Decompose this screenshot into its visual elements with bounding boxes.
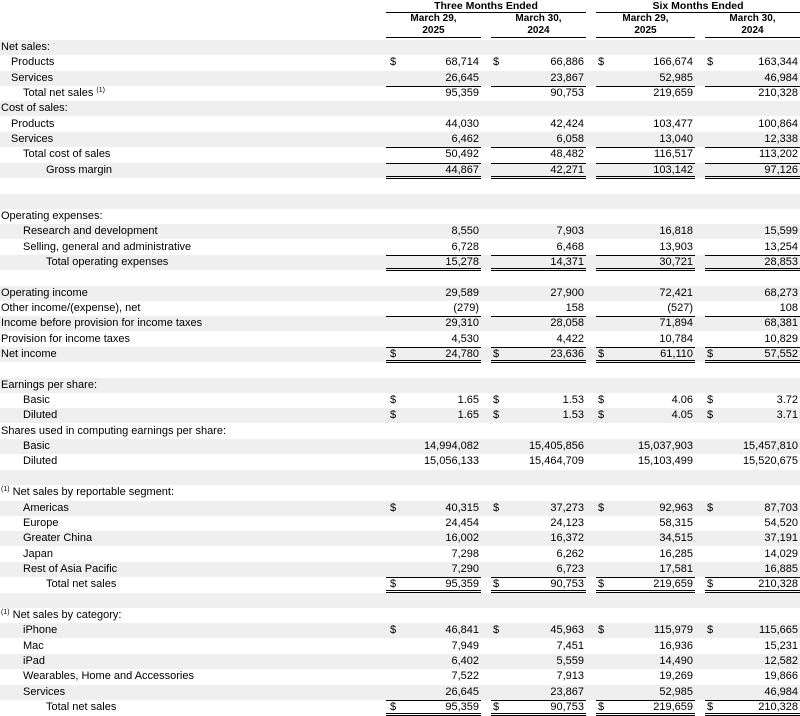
table-row [0,531,800,546]
value: 66,886 [550,56,584,69]
row-label-text: Net income [1,348,57,360]
row-label-text: Services [11,71,54,84]
value: 219,659 [653,701,693,714]
table-row [0,101,800,116]
value: 14,994,082 [423,440,479,453]
row-label [23,86,105,101]
row-label [46,163,112,178]
value: 210,328 [758,578,798,591]
value: 13,254 [764,240,798,253]
footnote-marker: (1) [1,608,10,616]
currency-symbol: $ [389,701,397,714]
row-label-text: Services [23,685,66,698]
currency-symbol: $ [706,409,714,422]
row-label [23,408,57,423]
row-label-text: iPad [23,655,46,667]
table-row [0,117,800,132]
row-label-text: Total net sales [46,578,117,591]
currency-symbol: $ [597,501,605,514]
value: 15,457,810 [742,440,798,453]
value: 23,636 [550,348,584,360]
value: 16,002 [445,532,479,545]
row-label-text: Operating expenses: [1,209,103,222]
row-label-text: Basic [23,394,50,407]
value: 16,818 [659,225,693,238]
row-label [1,378,97,393]
value: 115,979 [654,624,693,637]
row-label-text: Diluted [23,455,58,468]
value: 7,290 [451,562,479,575]
row-label [11,117,54,132]
table-row [0,286,800,301]
value: 90,753 [550,87,584,100]
value: 95,359 [445,578,479,591]
value: 87,703 [764,501,798,514]
row-label-text: Net sales: [1,41,50,53]
row-label-text: Products [11,117,55,130]
row-label [46,700,116,715]
row-label-text: Americas [23,501,69,514]
table-row [0,270,800,285]
table-row [0,454,800,469]
column-header-line1: March 30, [515,13,562,24]
row-label-text: Selling, general and administrative [23,240,192,253]
row-label-text: iPhone [23,624,58,637]
row-label-text: Shares used in computing earnings per share: [1,424,227,437]
value: 16,885 [764,562,798,575]
table-row [0,393,800,408]
value: 210,328 [758,87,798,100]
value: 95,359 [445,87,479,100]
footnote-marker: (1) [96,87,105,95]
row-label [23,531,92,546]
value: 7,903 [556,225,584,238]
table-row [0,408,800,423]
row-label-text: Net sales by reportable segment: [9,486,175,499]
row-label-text: Income before provision for income taxes [1,317,203,330]
table-row [0,132,800,147]
value: 45,963 [550,624,584,637]
row-label-text: Provision for income taxes [1,332,130,345]
value: 14,490 [659,655,693,667]
column-header-line2: 2025 [422,25,445,36]
table-header [0,0,800,40]
table-row [0,316,800,331]
table-row [0,516,800,531]
currency-symbol: $ [597,409,605,422]
value: 15,599 [764,225,798,238]
value: 71,894 [659,317,693,330]
currency-symbol: $ [492,701,500,714]
value: 1.65 [457,394,479,407]
value: 1.65 [457,409,479,422]
row-label-text: Earnings per share: [1,378,97,391]
value: 8,550 [451,225,479,238]
table-row [0,255,800,270]
value: 16,372 [550,532,584,545]
value: 44,030 [445,117,479,130]
currency-symbol: $ [597,624,605,637]
table-row [0,378,800,393]
currency-symbol: $ [492,409,500,422]
currency-symbol: $ [389,409,397,422]
value: 15,405,856 [528,440,584,453]
currency-symbol: $ [492,394,500,407]
currency-symbol: $ [492,578,500,591]
table-row [0,669,800,684]
value: 15,037,903 [637,440,693,453]
value: 61,110 [660,348,693,360]
value: 68,273 [764,286,798,299]
currency-symbol: $ [389,624,397,637]
value: 12,338 [764,133,798,146]
column-header-line1: March 29, [622,13,669,24]
value: 26,645 [445,71,479,84]
column-header [596,13,695,38]
value: 115,665 [759,624,798,637]
value: 28,853 [764,255,798,268]
row-label [23,224,158,239]
table-row [0,623,800,638]
currency-symbol: $ [706,56,714,69]
value: 16,936 [659,639,693,652]
row-label [23,501,69,516]
value: 3.71 [776,409,798,422]
table-row [0,424,800,439]
row-label [23,669,194,684]
table-row [0,547,800,562]
value: 50,492 [445,148,479,161]
value: 90,753 [550,701,584,714]
value: 95,359 [445,701,479,714]
value: 72,421 [659,286,693,299]
value: 4.06 [671,394,693,407]
value: 15,103,499 [637,455,693,468]
row-label-text: Mac [23,639,44,652]
row-label [23,654,45,669]
row-label-text: Other income/(expense), net [1,301,141,314]
table-row [0,562,800,577]
value: 19,866 [764,670,798,683]
value: 15,278 [445,255,479,268]
currency-symbol: $ [389,348,397,360]
value: 12,582 [764,655,798,667]
value: 13,903 [659,240,693,253]
row-label-text: Cost of sales: [1,102,68,115]
value: 7,451 [556,639,584,652]
currency-symbol: $ [706,501,714,514]
currency-symbol: $ [492,501,500,514]
row-label [23,240,191,255]
value: 42,424 [550,117,584,130]
table-row [0,470,800,485]
value: 6,058 [556,133,584,146]
table-row [0,593,800,608]
table-row [0,577,800,592]
row-label [23,393,50,408]
value: 219,659 [653,87,693,100]
table-row [0,347,800,362]
currency-symbol: $ [597,394,605,407]
value: 34,515 [659,532,693,545]
table-row [0,501,800,516]
currency-symbol: $ [492,624,500,637]
value: 7,949 [451,639,479,652]
row-label [1,40,50,55]
table-row [0,40,800,55]
row-label [1,485,174,500]
row-label [1,101,68,116]
value: 15,520,675 [742,455,798,468]
table-row [0,654,800,669]
table-row [0,86,800,101]
value: 6,468 [556,240,584,253]
value: 1.53 [562,409,584,422]
value: 3.72 [776,394,798,407]
value: 52,985 [659,685,693,698]
value: 16,285 [659,547,693,560]
row-label [1,347,57,362]
table-row [0,224,800,239]
value: 10,829 [764,332,798,345]
value: 103,477 [653,117,693,130]
value: 24,123 [550,516,584,529]
row-label [1,301,140,316]
value: 27,900 [550,286,584,299]
row-label-text: Research and development [23,225,158,238]
value: 116,517 [654,148,693,161]
value: 5,559 [556,655,584,667]
value: 100,864 [758,117,798,130]
table-row [0,608,800,623]
column-header-line2: 2024 [741,25,764,36]
value: 30,721 [659,255,693,268]
row-label-text: Gross margin [46,163,113,176]
currency-symbol: $ [706,701,714,714]
row-label [1,608,121,623]
table-row [0,163,800,178]
value: 29,310 [445,317,479,330]
currency-symbol: $ [389,501,397,514]
value: 10,784 [659,332,693,345]
value: 40,315 [445,501,479,514]
row-label-text: Total net sales [46,701,117,714]
value: 210,328 [758,701,798,714]
value: 46,984 [764,71,798,84]
value: 57,552 [764,348,798,360]
row-label [23,439,50,454]
column-header [386,13,481,38]
value: 6,402 [451,655,479,667]
value: 37,191 [764,532,798,545]
table-row [0,178,800,193]
value: 6,462 [451,133,479,146]
value: 15,464,709 [528,455,584,468]
value: 6,262 [556,547,584,560]
value: 54,520 [764,516,798,529]
table-row [0,55,800,70]
column-header [491,13,586,38]
row-label [1,316,202,331]
value: 14,371 [550,255,584,268]
row-label [1,286,88,301]
value: 14,029 [764,547,798,560]
value: 19,269 [659,670,693,683]
row-label [1,332,130,347]
row-label [23,454,57,469]
row-label [23,639,44,654]
column-header-line2: 2024 [527,25,550,36]
table-row [0,71,800,86]
row-label [11,55,54,70]
value: 37,273 [550,501,584,514]
value: 26,645 [445,685,479,698]
row-label-text: Total cost of sales [23,148,111,161]
value: 23,867 [550,685,584,698]
row-label [23,562,117,577]
table-row [0,332,800,347]
row-label [23,685,65,700]
value: 90,753 [550,578,584,591]
row-label-text: Rest of Asia Pacific [23,562,118,575]
value: (279) [453,301,479,314]
currency-symbol: $ [492,348,500,360]
column-header-line1: March 29, [410,13,457,24]
value: 44,867 [445,163,479,176]
value: 4.05 [671,409,693,422]
value: 15,056,133 [423,455,479,468]
value: 6,728 [451,240,479,253]
value: 92,963 [659,501,693,514]
currency-symbol: $ [389,56,397,69]
row-label-text: Products [11,56,55,69]
column-header-line1: March 30, [729,13,776,24]
value: 113,202 [759,148,798,161]
currency-symbol: $ [389,394,397,407]
value: 1.53 [562,394,584,407]
value: 46,984 [764,685,798,698]
currency-symbol: $ [492,56,500,69]
row-label [23,623,57,638]
currency-symbol: $ [706,394,714,407]
currency-symbol: $ [706,348,714,360]
currency-symbol: $ [597,701,605,714]
table-row [0,301,800,316]
table-row [0,700,800,715]
value: 6,723 [556,562,584,575]
three-months-header: Three Months Ended [386,0,586,13]
value: 158 [565,301,584,314]
value: 103,142 [653,163,693,176]
value: 97,126 [764,163,798,176]
currency-symbol: $ [706,624,714,637]
value: 7,522 [451,670,479,683]
row-label-text: Japan [23,547,53,560]
row-label-text: Operating income [1,286,88,299]
value: 68,381 [764,317,798,330]
row-label-text: Diluted [23,409,58,422]
row-label-text: Wearables, Home and Accessories [23,670,194,683]
row-label [46,577,116,592]
value: 15,231 [764,639,798,652]
row-label-text: Europe [23,516,59,529]
value: 7,298 [451,547,479,560]
row-label [23,147,110,162]
row-label-text: Services [11,133,54,146]
row-label-text: Basic [23,440,50,453]
currency-symbol: $ [597,56,605,69]
value: 58,315 [659,516,693,529]
currency-symbol: $ [389,578,397,591]
value: 48,482 [550,148,584,161]
value: 23,867 [550,71,584,84]
value: 13,040 [659,133,693,146]
value: 28,058 [550,317,584,330]
value: 17,581 [659,562,693,575]
table-row [0,485,800,500]
row-label [46,255,168,270]
value: 46,841 [445,624,479,637]
row-label [23,516,58,531]
value: 24,454 [445,516,479,529]
six-months-header: Six Months Ended [596,0,800,13]
table-row [0,240,800,255]
row-label [11,71,53,86]
table-row [0,639,800,654]
row-label-text: Total net sales [23,87,94,100]
row-label [11,132,53,147]
currency-symbol: $ [597,578,605,591]
value: 42,271 [550,163,584,176]
currency-symbol: $ [706,578,714,591]
table-row [0,362,800,377]
row-label-text: Total operating expenses [46,255,169,268]
row-label-text: Net sales by category: [9,608,122,621]
value: 166,674 [653,56,693,69]
row-label-text: Greater China [23,532,93,545]
value: 52,985 [659,71,693,84]
value: 68,714 [445,56,479,69]
table-row [0,439,800,454]
table-row [0,147,800,162]
table-row [0,209,800,224]
value: 7,913 [556,670,584,683]
currency-symbol: $ [597,348,605,360]
row-label [1,424,226,439]
value: 163,344 [758,56,798,69]
table-row [0,194,800,209]
value: 4,422 [556,332,584,345]
column-header [705,13,800,38]
value: (527) [667,301,693,314]
value: 24,780 [445,348,479,360]
value: 219,659 [653,578,693,591]
value: 29,589 [445,286,479,299]
column-header-line2: 2025 [634,25,657,36]
value: 108 [779,301,798,314]
footnote-marker: (1) [1,486,10,494]
table-row [0,685,800,700]
row-label [23,547,53,562]
value: 4,530 [451,332,479,345]
row-label [1,209,103,224]
